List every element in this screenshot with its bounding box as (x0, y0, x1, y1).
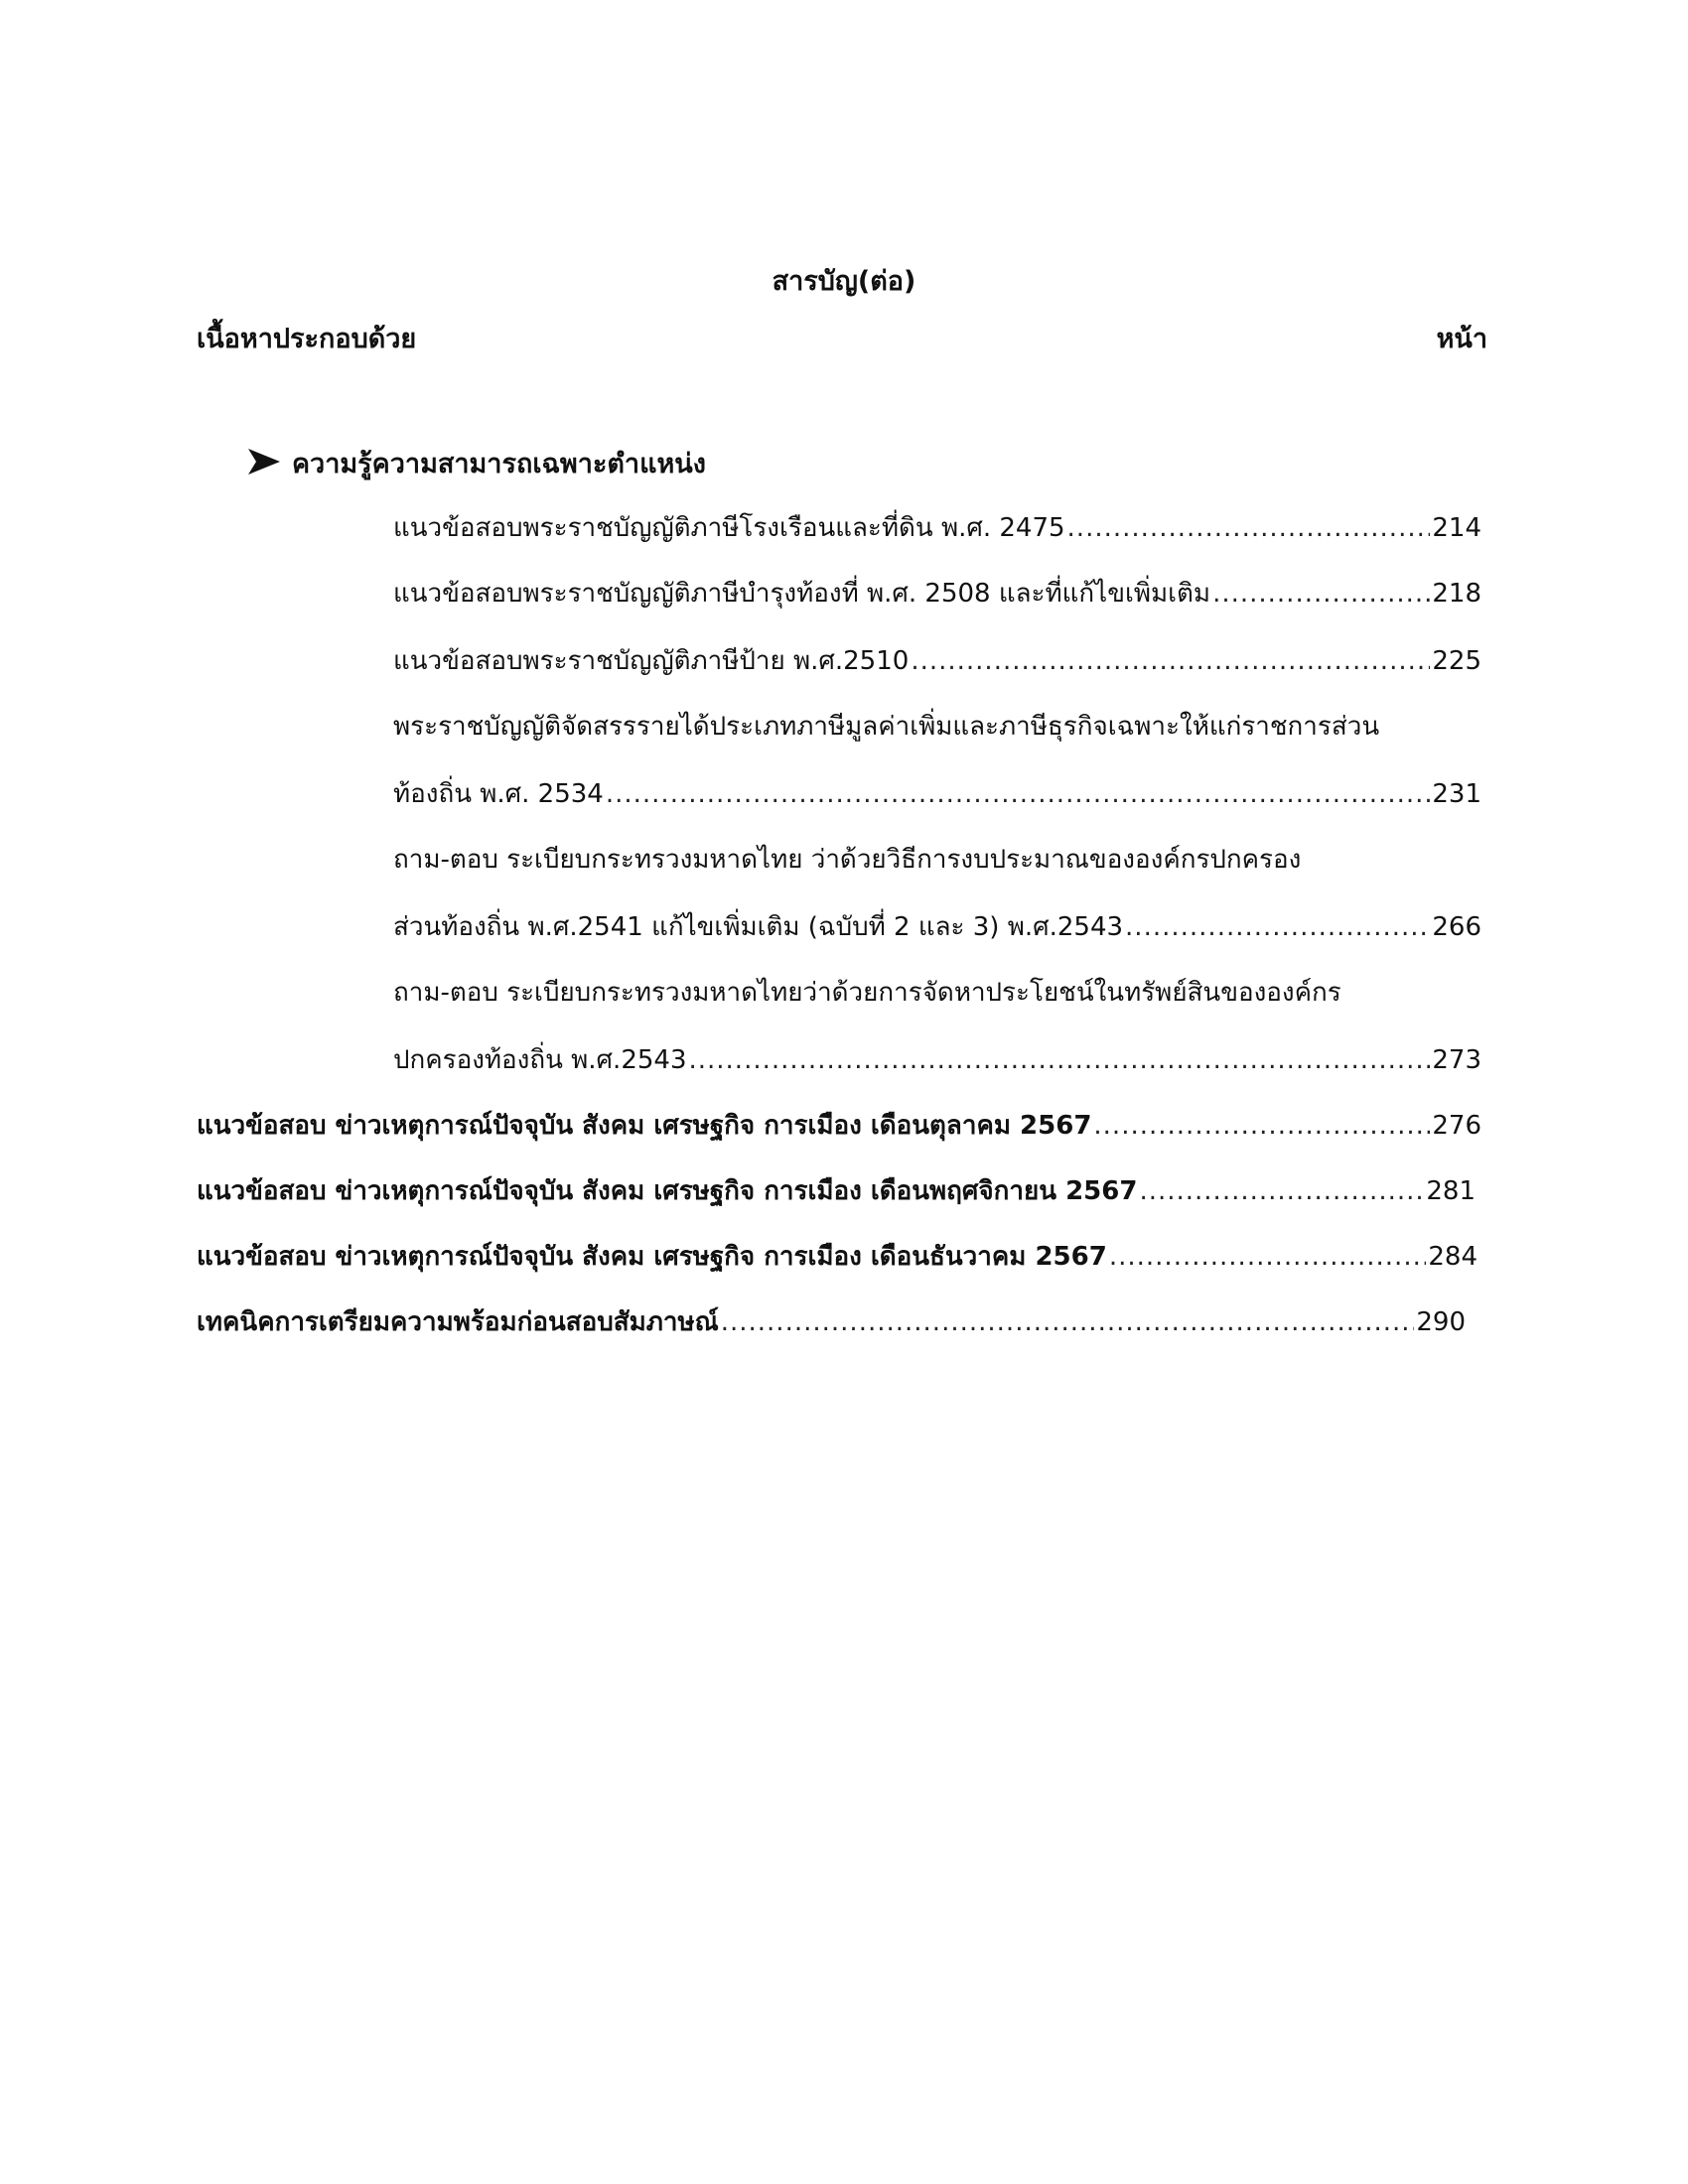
toc-entry[interactable] (393, 508, 1481, 548)
dot-leader (911, 641, 1430, 681)
entry-title: แนวข้อสอบพระราชบัญญัติภาษีป้าย พ.ศ.2510 (393, 646, 910, 676)
contents-heading: เนื้อหาประกอบด้วย (197, 324, 417, 354)
entry-page-number: 218 (1432, 579, 1481, 609)
dot-leader (721, 1302, 1415, 1342)
toc-entry[interactable] (393, 574, 1481, 614)
entry-page-number: 225 (1432, 646, 1481, 676)
entry-title: ส่วนท้องถิ่น พ.ศ.2541 แก้ไขเพิ่มเติม (ฉบับที่ 2 และ 3) พ.ศ.2543 (393, 912, 1124, 942)
entry-page-number: 276 (1432, 1111, 1481, 1141)
section-heading (246, 445, 706, 484)
section-label: ความรู้ความสามารถเฉพาะตำแหน่ง (292, 449, 706, 479)
dot-leader (1212, 574, 1430, 614)
dot-leader (606, 774, 1431, 814)
dot-leader (1067, 508, 1431, 548)
dot-leader (688, 1040, 1430, 1080)
entry-title: ท้องถิ่น พ.ศ. 2534 (393, 779, 604, 809)
toc-main-entry[interactable] (197, 1171, 1476, 1211)
toc-entry[interactable] (393, 907, 1481, 947)
toc-main-entry[interactable] (197, 1237, 1477, 1277)
toc-main-entry[interactable] (197, 1106, 1481, 1146)
toc-entry[interactable] (393, 641, 1481, 681)
entry-page-number: 231 (1432, 779, 1481, 809)
entry-title-line[interactable]: พระราชบัญญัติจัดสรรรายได้ประเภทภาษีมูลค่าเพิ่มและภาษีธุรกิจเฉพาะให้แก่ราชการส่วน (393, 712, 1380, 742)
page-title: สารบัญ(ต่อ) (772, 266, 916, 297)
dot-leader (1093, 1106, 1430, 1146)
arrow-bullet-icon (246, 447, 282, 477)
entry-title: เทคนิคการเตรียมความพร้อมก่อนสอบสัมภาษณ์ (197, 1307, 719, 1337)
entry-title: แนวข้อสอบ ข่าวเหตุการณ์ปัจจุบัน สังคม เศรษฐกิจ การเมือง เดือนตุลาคม 2567 (197, 1111, 1092, 1141)
entry-title: แนวข้อสอบ ข่าวเหตุการณ์ปัจจุบัน สังคม เศรษฐกิจ การเมือง เดือนธันวาคม 2567 (197, 1242, 1107, 1272)
entry-page-number: 214 (1432, 513, 1481, 543)
entry-title: แนวข้อสอบ ข่าวเหตุการณ์ปัจจุบัน สังคม เศรษฐกิจ การเมือง เดือนพฤศจิกายน 2567 (197, 1176, 1138, 1206)
toc-main-entry[interactable] (197, 1302, 1466, 1342)
entry-page-number: 266 (1432, 912, 1481, 942)
entry-title: ปกครองท้องถิ่น พ.ศ.2543 (393, 1045, 687, 1075)
entry-title-line[interactable]: ถาม-ตอบ ระเบียบกระทรวงมหาดไทย ว่าด้วยวิธีการงบประมาณขององค์กรปกครอง (393, 845, 1302, 875)
page-column-heading: หน้า (1436, 324, 1487, 354)
dot-leader (1139, 1171, 1424, 1211)
entry-title-line[interactable]: ถาม-ตอบ ระเบียบกระทรวงมหาดไทยว่าด้วยการจัดหาประโยชน์ในทรัพย์สินขององค์กร (393, 978, 1341, 1008)
entry-title: แนวข้อสอบพระราชบัญญัติภาษีบำรุงท้องที่ พ.ศ. 2508 และที่แก้ไขเพิ่มเติม (393, 579, 1211, 609)
dot-leader (1125, 907, 1430, 947)
dot-leader (1109, 1237, 1427, 1277)
entry-page-number: 284 (1428, 1242, 1477, 1272)
entry-page-number: 281 (1426, 1176, 1476, 1206)
toc-entry[interactable] (393, 774, 1481, 814)
toc-entry[interactable] (393, 1040, 1481, 1080)
entry-page-number: 273 (1432, 1045, 1481, 1075)
entry-title: แนวข้อสอบพระราชบัญญัติภาษีโรงเรือนและที่ดิน พ.ศ. 2475 (393, 513, 1065, 543)
entry-page-number: 290 (1416, 1307, 1466, 1337)
toc-header (197, 320, 1487, 359)
